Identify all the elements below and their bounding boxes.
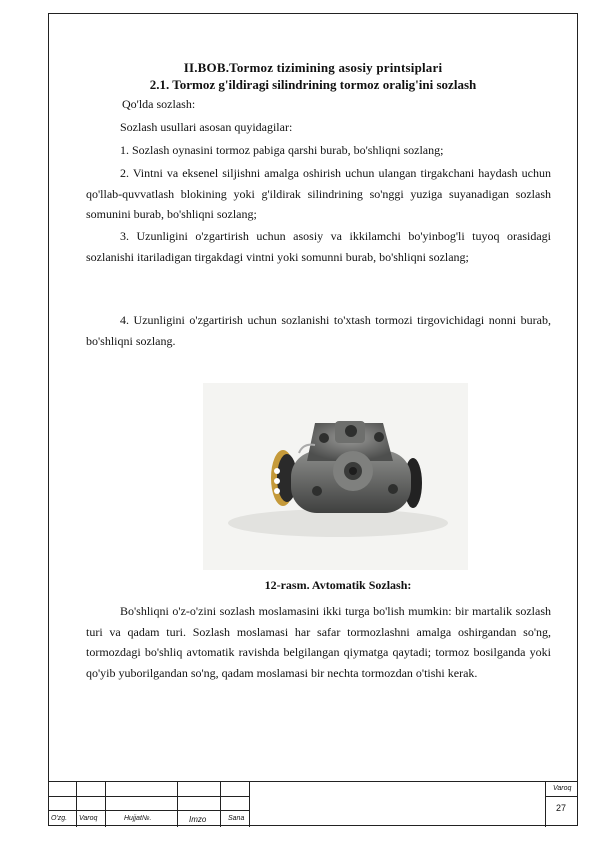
label-hujjat: Hujjat№. [124,815,152,822]
label-imzo: Imzo [189,815,207,824]
chapter-title: II.BOB.Tormoz tizimining asosiy printsiplari [183,60,443,75]
figure-caption: 12-rasm. Avtomatik Sozlash: [264,578,412,592]
paragraph-self-adjust: Bo'shliqni o'z-o'zini sozlash moslamasini ikki turga bo'lish mumkin: bir martalik sozlash turi va qadam turi. Sozlash moslamasi har safar tormozlashni amalga oshirgandan so'ng, tormozdagi bo'shliq avtomatik ravishda belgilangan qiymatga qaytadi; tormoz bosilganda yoki qo'yib yuborilgandan so'ng, qadam moslamasi bir nechta tormozdan o'tishi kerak. [86,604,551,680]
label-ozg: O'zg. [51,815,68,822]
title-block [48,781,578,826]
stamp-cell-title [250,782,546,827]
label-varoq: Varoq [79,815,98,822]
paragraph-method-1: 1. Sozlash oynasini tormoz pabiga qarshi burab, bo'shliqni sozlang; [120,143,444,157]
paragraph-method-4: 4. Uzunligini o'zgartirish uchun sozlanishi to'xtash tormozi tirgovichidagi nonni burab, bo'shliqni sozlang. [86,313,551,348]
paragraph-methods-intro: Sozlash usullari asosan quyidagilar: [120,120,293,134]
section-title: 2.1. Tormoz g'ildiragi silindrining tormoz oralig'ini sozlash [149,77,477,92]
stamp-row-line [546,796,578,797]
brake-wheel-cylinder-photo [203,383,468,570]
label-sana: Sana [228,815,245,822]
paragraph-method-3: 3. Uzunligini o'zgartirish uchun asosiy va ikkilamchi bo'yinbog'li tuyoq orasidagi sozlanishi itariladigan tirgakdagi vintni yoki somunni burab, bo'shliqni sozlang; [86,229,551,264]
paragraph-method-2: 2. Vintni va eksenel siljishni amalga oshirish uchun ulangan tirgakchani haydash uchun qo'llab-quvvatlash blokining yoki g'ildirak silindrining so'nggi yuziga suyanadigan sozlash somunini burab, bo'shliqni sozlang; [86,166,551,222]
paragraph-manual-adjust: Qo'lda sozlash: [122,97,196,111]
page-number: 27 [556,803,567,813]
sheet-label: Varoq [553,785,572,792]
